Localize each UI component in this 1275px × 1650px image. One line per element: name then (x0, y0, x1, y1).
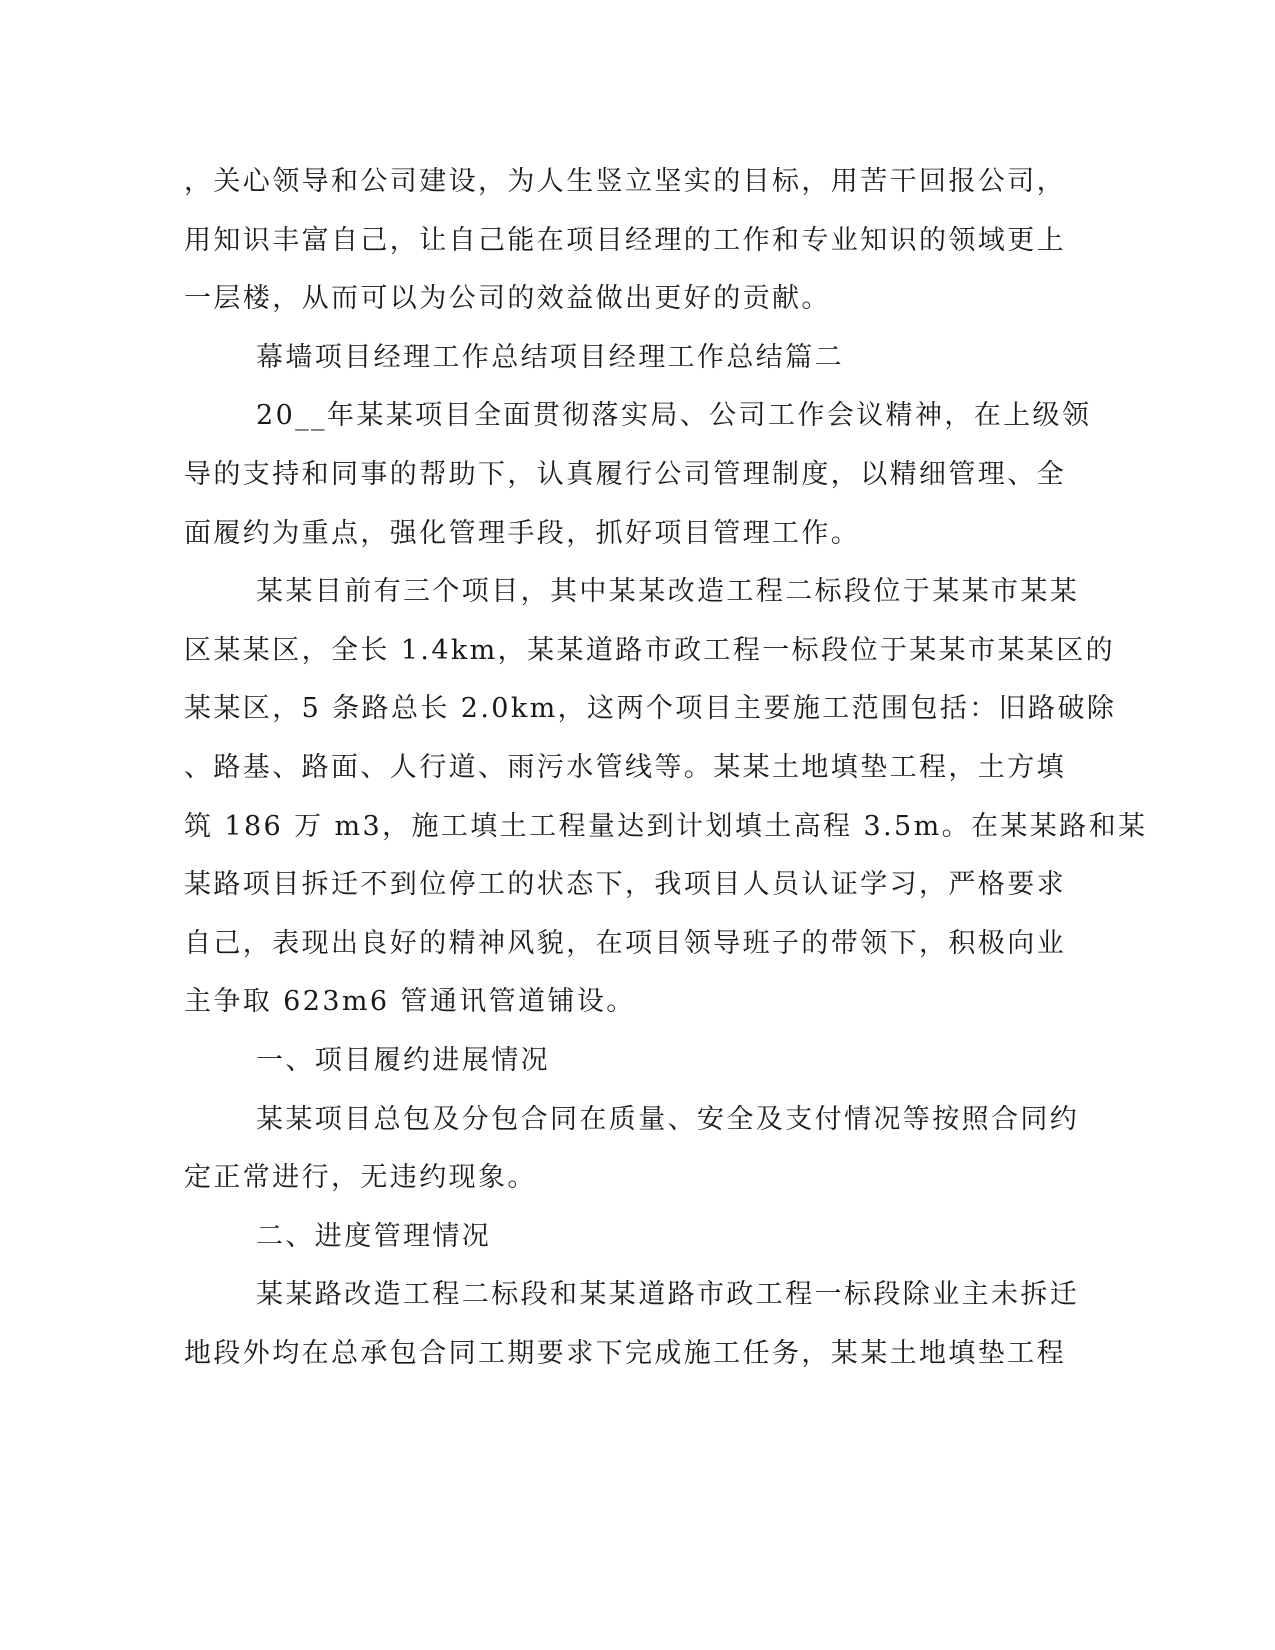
section-title: 幕墙项目经理工作总结项目经理工作总结篇二 (256, 341, 844, 373)
text-line: 某某区，5 条路总长 2.0km，这两个项目主要施工范围包括：旧路破除 (184, 693, 1117, 725)
text-line: ，关心领导和公司建设，为人生竖立坚实的目标，用苦干回报公司， (184, 166, 1066, 197)
text-line: 主争取 623m6 管通讯管道铺设。 (184, 986, 636, 1018)
text-line: 某某目前有三个项目，其中某某改造工程二标段位于某某市某某 (256, 576, 1080, 608)
section-heading: 一、项目履约进展情况 (256, 1044, 550, 1076)
text-line: 、路基、路面、人行道、雨污水管线等。某某土地填垫工程，土方填 (184, 751, 1066, 783)
text-line: 某某项目总包及分包合同在质量、安全及支付情况等按照合同约 (256, 1103, 1080, 1135)
text-line: 20__年某某项目全面贯彻落实局、公司工作会议精神，在上级领 (256, 400, 1092, 432)
text-line: 地段外均在总承包合同工期要求下完成施工任务，某某土地填垫工程 (184, 1337, 1066, 1369)
text-line: 某路项目拆迁不到位停工的状态下，我项目人员认证学习，严格要求 (184, 869, 1066, 901)
text-line: 定正常进行，无违约现象。 (184, 1162, 537, 1194)
text-line: 某某路改造工程二标段和某某道路市政工程一标段除业主未拆迁 (256, 1279, 1080, 1311)
text-line: 筑 186 万 m3，施工填土工程量达到计划填土高程 3.5m。在某某路和某 (184, 810, 1148, 842)
document-body (184, 153, 1148, 1383)
text-line: 面履约为重点，强化管理手段，抓好项目管理工作。 (184, 517, 861, 549)
text-line: 一层楼，从而可以为公司的效益做出更好的贡献。 (184, 283, 831, 315)
text-line: 自己，表现出良好的精神风貌，在项目领导班子的带领下，积极向业 (184, 927, 1066, 959)
text-line: 用知识丰富自己，让自己能在项目经理的工作和专业知识的领域更上 (184, 224, 1066, 256)
text-line: 导的支持和同事的帮助下，认真履行公司管理制度，以精细管理、全 (184, 458, 1066, 490)
text-line: 区某某区，全长 1.4km，某某道路市政工程一标段位于某某市某某区的 (184, 634, 1116, 666)
section-heading: 二、进度管理情况 (256, 1220, 492, 1252)
